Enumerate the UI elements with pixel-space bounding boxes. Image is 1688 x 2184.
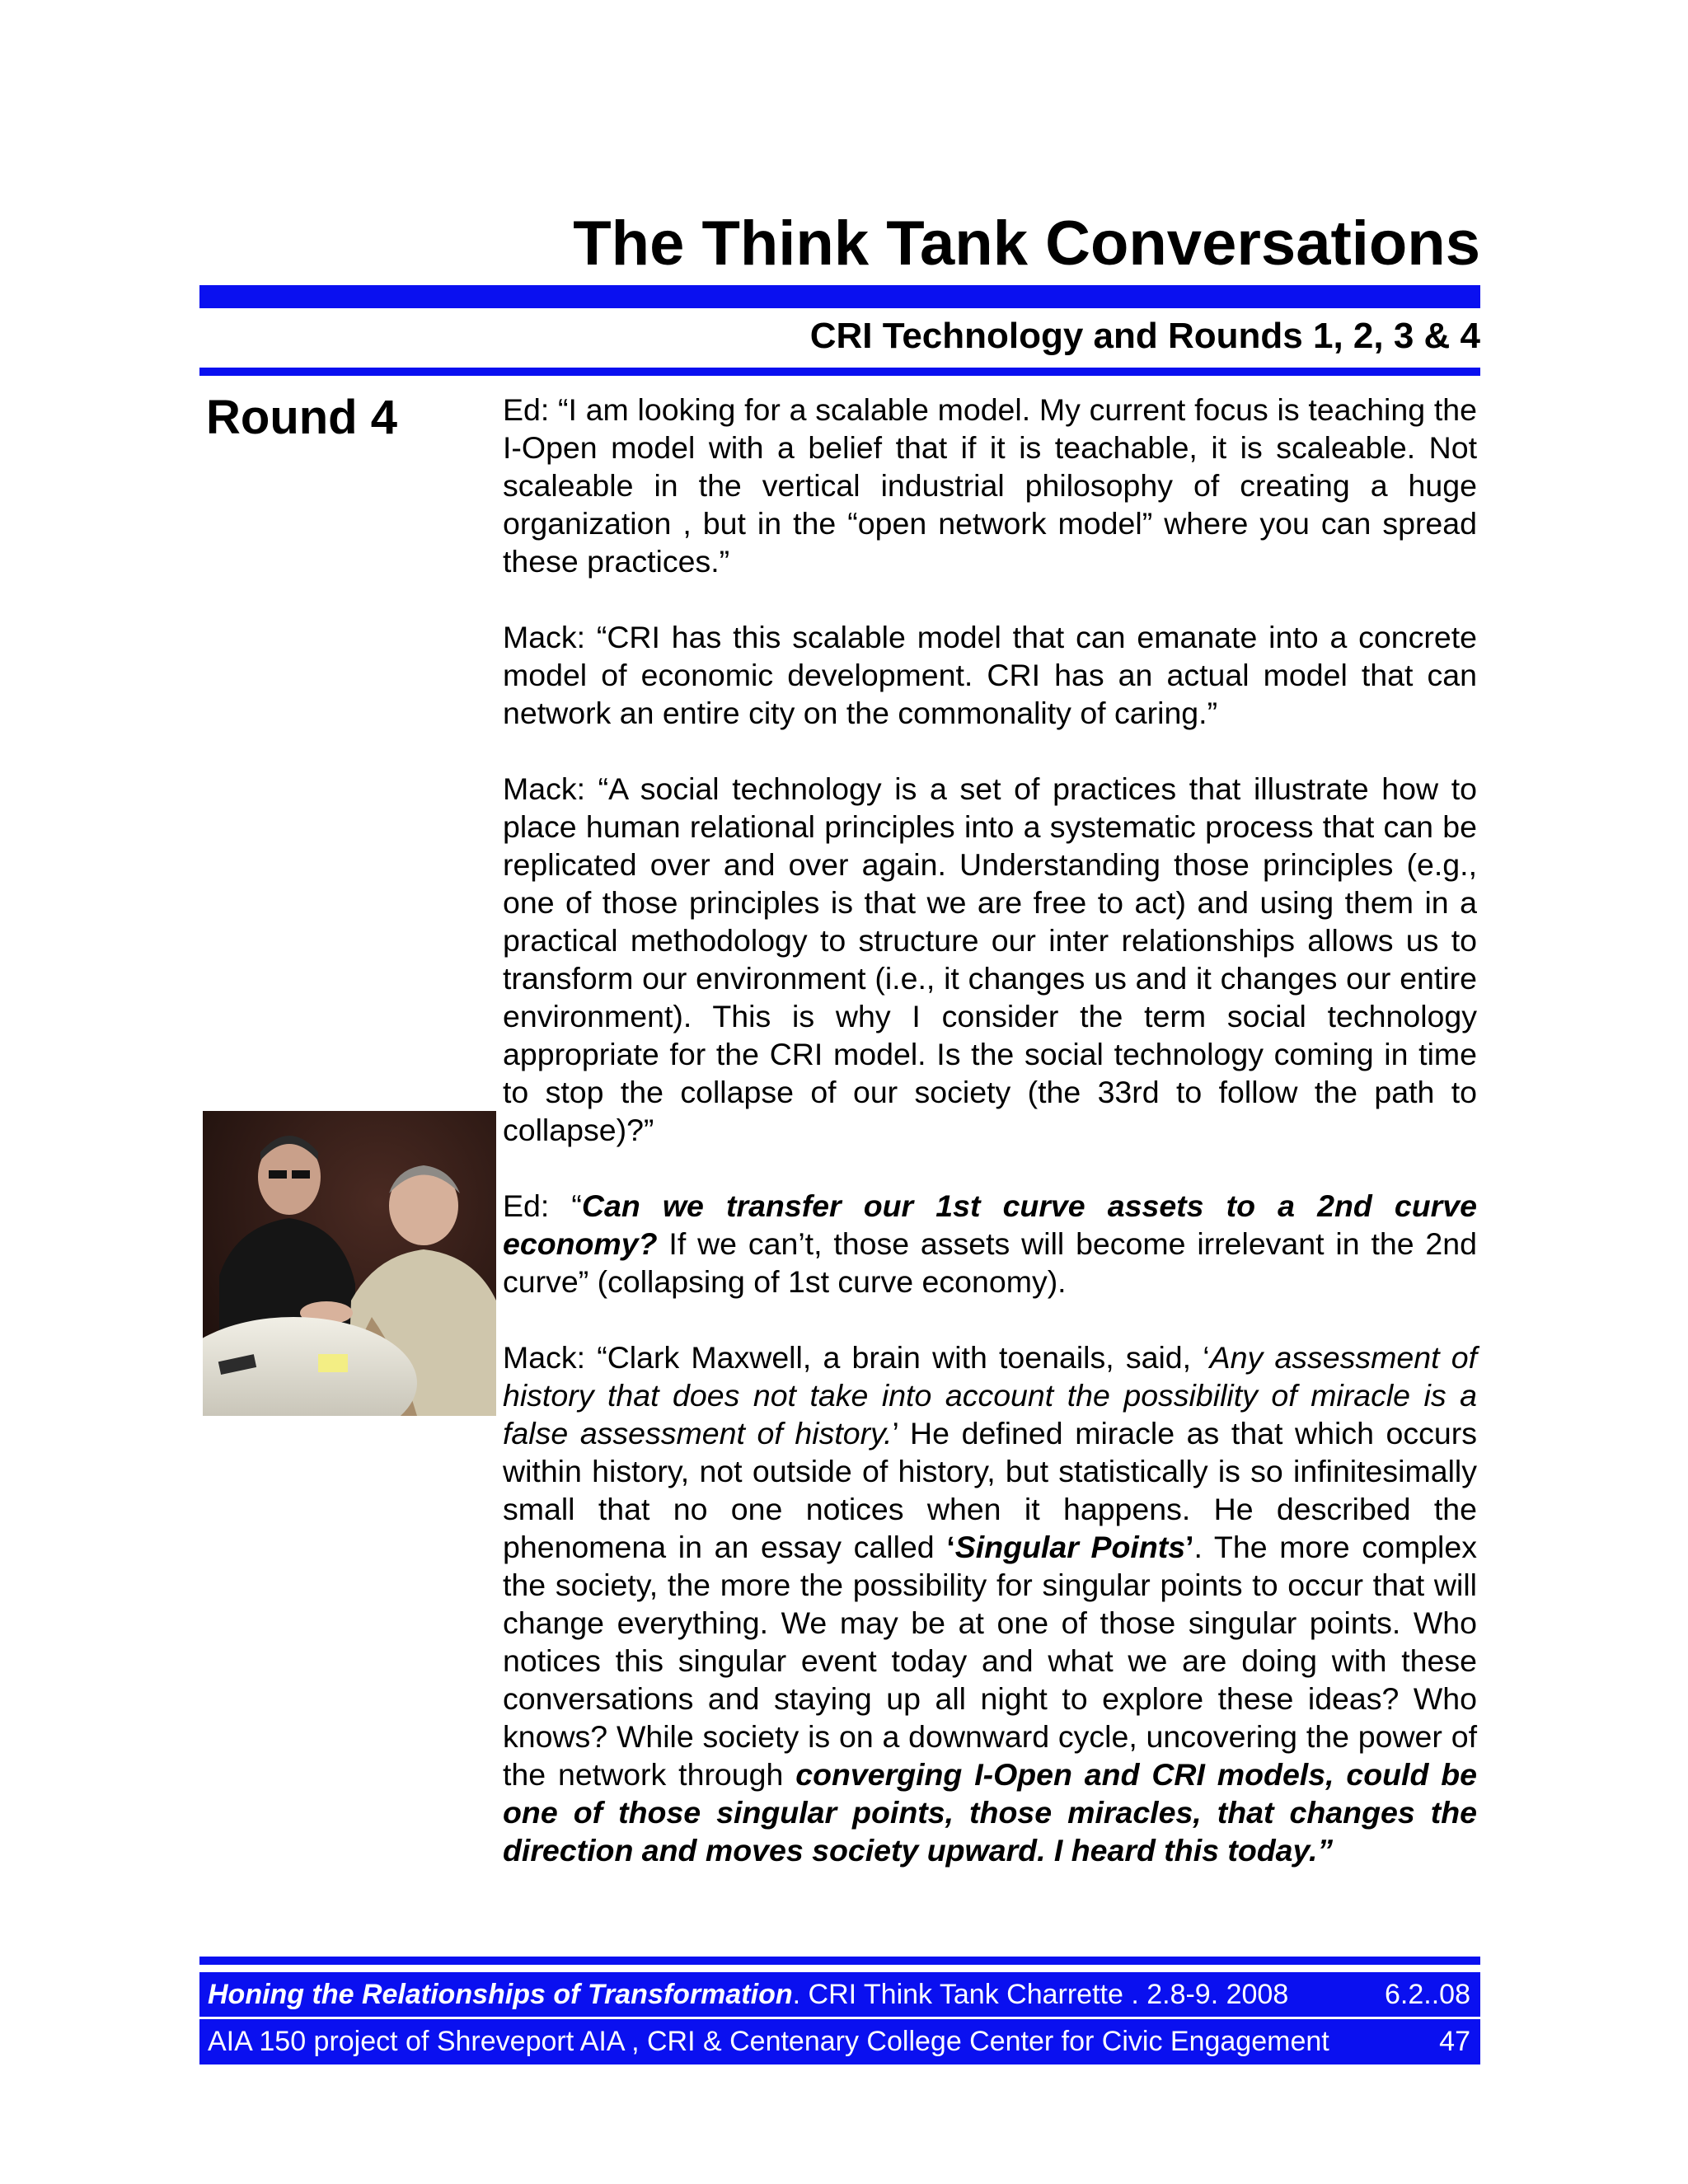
footer-rule <box>199 1957 1480 1965</box>
footer-row-2 <box>199 2017 1480 2064</box>
page-footer <box>199 1972 1480 2064</box>
header-rule <box>199 368 1480 376</box>
footer-event: . CRI Think Tank Charrette . 2.8-9. 2008 <box>792 1979 1289 2010</box>
paragraph-mack-3-c: . The more complex the society, the more the possibility for singular points to occur that will change everything. We may be at one of those singular points. Who notices this singular event today and what we are doing with these conversations and staying up all night to explore these ideas? Who knows? While society is on a downward cycle, uncovering the power of the network through <box>503 1530 1477 1792</box>
paragraph-ed-2-prefix: Ed: “ <box>503 1188 582 1223</box>
essay-quote-close: ’ <box>1185 1530 1194 1564</box>
section-label: Round 4 <box>206 391 397 444</box>
paragraph-mack-2: Mack: “A social technology is a set of practices that illustrate how to place human relational principles into a systematic process that can be replicated over and over again. Understanding those principles (e.g., one of those principles is that we are free to act) and using them in a practical methodology to structure our inter relationships allows us to transform our environment (i.e., it changes us and it changes our entire environment). This is why I consider the term social technology appropriate for the CRI model. Is the social technology coming in time to stop the collapse of our society (the 33rd to follow the path to collapse)?” <box>503 771 1477 1147</box>
transcript-body <box>503 391 1477 1869</box>
page-number: 47 <box>1439 2026 1470 2057</box>
footer-citation <box>208 1972 1288 2017</box>
essay-title: Singular Points <box>954 1530 1186 1564</box>
paragraph-ed-2-rest: If we can’t, those assets will become irrelevant in the 2nd curve” (collapsing of 1st curve economy). <box>503 1226 1477 1299</box>
page-title: The Think Tank Conversations <box>573 209 1480 279</box>
paragraph-ed-1: Ed: “I am looking for a scalable model. My current focus is teaching the I-Open model with a belief that if it is teachable, it is scaleable. Not scaleable in the vertical industrial philosophy of creating a huge organization , but in the “open network model” where you can spread these practices.” <box>503 392 1477 579</box>
meeting-photo-icon <box>203 1111 496 1416</box>
paragraph-ed-2-emphasis: Can we transfer our 1st curve assets to a 2nd curve economy? <box>503 1188 1477 1261</box>
footer-row-1 <box>199 1972 1480 2017</box>
page-subtitle: CRI Technology and Rounds 1, 2, 3 & 4 <box>809 316 1480 356</box>
footer-date: 6.2..08 <box>1385 1979 1470 2010</box>
footer-title: Honing the Relationships of Transformation <box>208 1979 793 2010</box>
paragraph-mack-1: Mack: “CRI has this scalable model that can emanate into a concrete model of economic development. CRI has an actual model that can network an entire city on the commonality of caring.” <box>503 620 1477 730</box>
essay-quote-open: ‘ <box>946 1530 955 1564</box>
paragraph-mack-3-emphasis: converging I-Open and CRI models, could be one of those singular points, those miracles, that changes the direction and moves society upward. I heard this today.” <box>503 1757 1477 1868</box>
paragraph-mack-3-b: ’ He defined miracle as that which occurs within history, not outside of history, but statistically is so infinitesimally small that no one notices when it happens. He described the phenomena in an essay called <box>503 1416 1477 1564</box>
meeting-photo <box>203 1111 496 1416</box>
paragraph-ed-2 <box>503 1187 1477 1301</box>
paragraph-mack-3 <box>503 1338 1477 1869</box>
footer-project: AIA 150 project of Shreveport AIA , CRI & Centenary College Center for Civic Engagement <box>208 2026 1329 2057</box>
header-rule-thick <box>199 285 1480 308</box>
maxwell-quote: Any assessment of history that does not take into account the possibility of miracle is a false assessment of history. <box>503 1340 1477 1451</box>
paragraph-mack-3-a: Mack: “Clark Maxwell, a brain with toenails, said, ‘ <box>503 1340 1210 1375</box>
